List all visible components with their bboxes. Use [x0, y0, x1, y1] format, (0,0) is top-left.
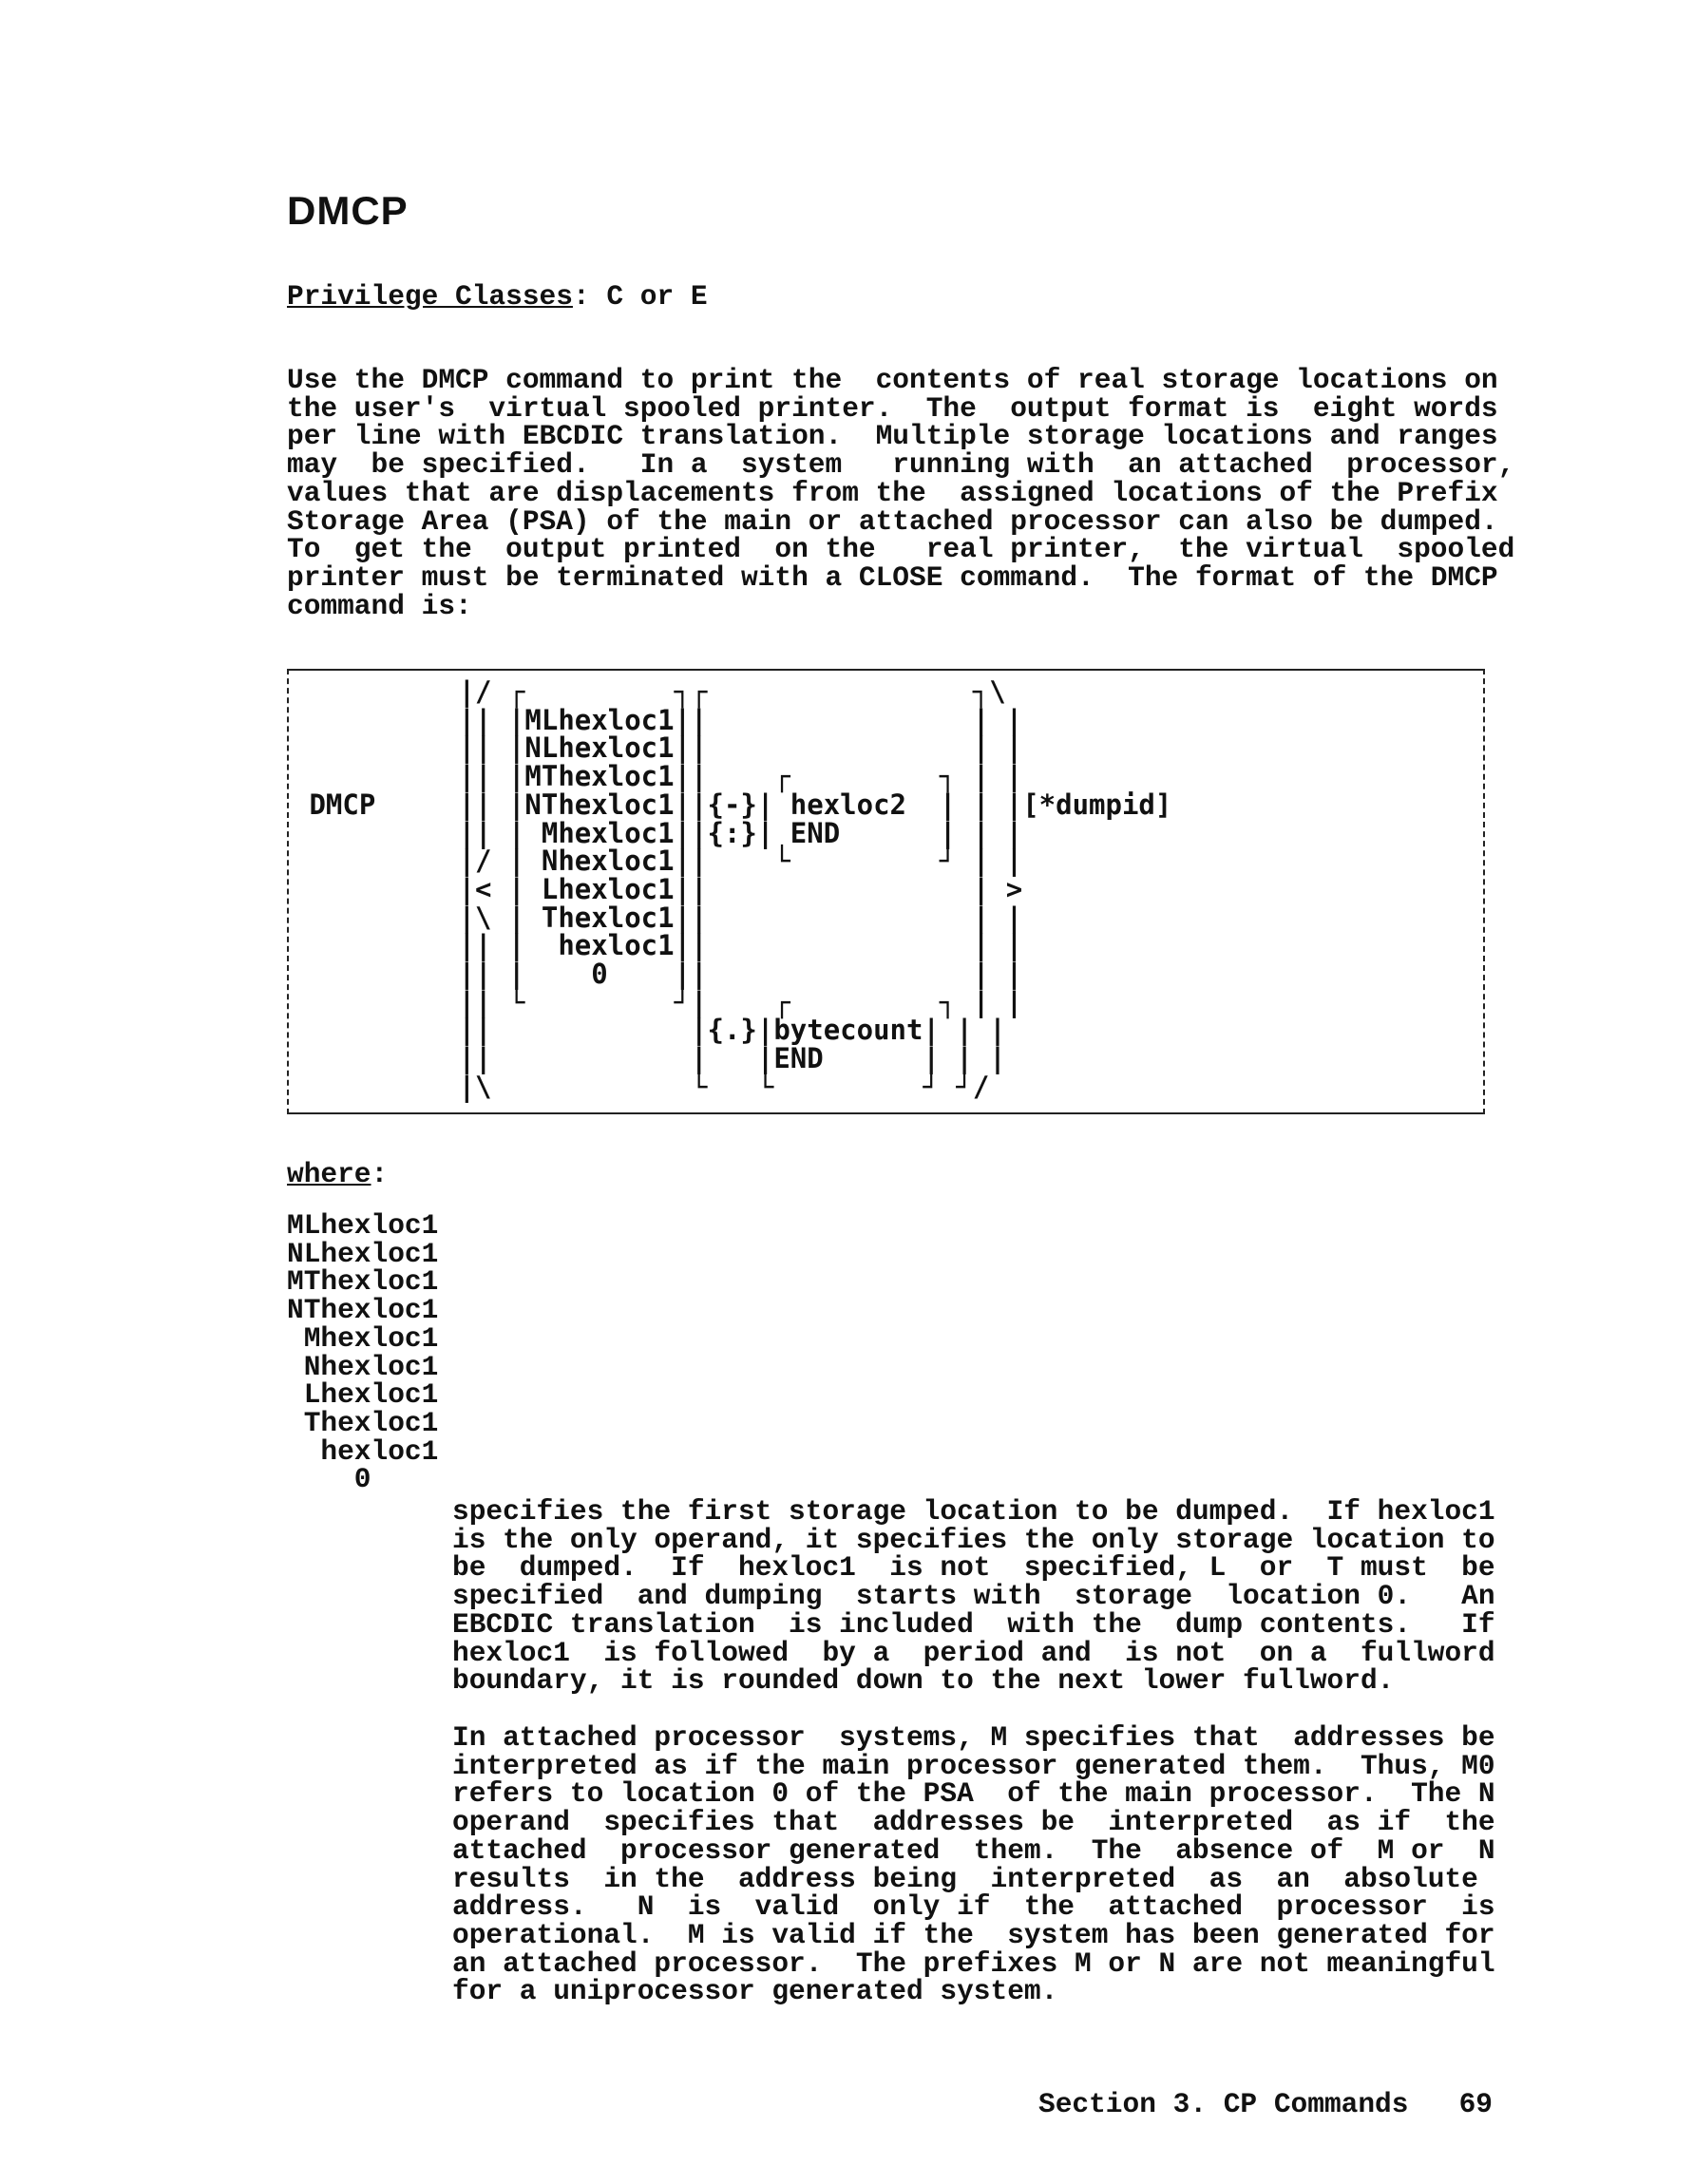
text-line: In attached processor systems, M specifies that addresses be [452, 1721, 1495, 1754]
privilege-value: : C or E [572, 280, 708, 313]
operand-name: MThexloc1 [287, 1265, 439, 1299]
text-line: specifies the first storage location to be dumped. If hexloc1 [452, 1495, 1495, 1528]
page-number: 69 [1458, 2088, 1493, 2120]
diagram-row: |< | Lhexloc1|| | > [293, 872, 1023, 905]
diagram-row: || | hexloc1|| | | [293, 929, 1023, 962]
footer-section: Section 3. CP Commands [1038, 2088, 1409, 2120]
diagram-row: || | 0 || | | [293, 958, 1023, 991]
diagram-row: || └ ┘| ┌ ┐ | | [293, 985, 1023, 1018]
diagram-row: || | |END | | | [293, 1042, 1006, 1075]
text-line: Storage Area (PSA) of the main or attached processor can also be dumped. [287, 504, 1498, 538]
diagram-row: || |MThexloc1|| ┌ ┐ | | [293, 760, 1023, 793]
text-line: Use the DMCP command to print the contents of real storage locations on [287, 364, 1498, 396]
text-line: operational. M is valid if the system has been generated for [452, 1918, 1495, 1951]
syntax-box [287, 669, 1485, 1114]
operand-name: NThexloc1 [287, 1294, 439, 1327]
text-line: command is: [287, 589, 472, 622]
operand-description [452, 1495, 1495, 1698]
operand-name: NLhexloc1 [287, 1237, 439, 1270]
text-line: specified and dumping starts with storage location 0. An [452, 1580, 1495, 1613]
text-line: operand specifies that addresses be interpreted as if the [452, 1806, 1495, 1839]
intro-paragraph [287, 364, 1515, 622]
page-footer [1038, 2088, 1493, 2120]
operand-name: MLhexloc1 [287, 1209, 439, 1242]
operand-name: hexloc1 [287, 1434, 439, 1468]
syntax-diagram [293, 675, 1172, 1103]
processor-description [452, 1721, 1495, 2008]
text-line: per line with EBCDIC translation. Multiple storage locations and ranges [287, 420, 1498, 453]
text-line: be dumped. If hexloc1 is not specified, L or T must be [452, 1551, 1495, 1585]
privilege-label: Privilege Classes [287, 280, 573, 313]
text-line: interpreted as if the main processor generated them. Thus, M0 [452, 1749, 1495, 1782]
where-label: where [287, 1158, 371, 1190]
text-line: for a uniprocessor generated system. [452, 1975, 1058, 2008]
text-line: printer must be terminated with a CLOSE command. The format of the DMCP [287, 560, 1498, 594]
text-line: hexloc1 is followed by a period and is not on a fullword [452, 1636, 1495, 1669]
where-heading [287, 1158, 389, 1190]
page-title: DMCP [287, 188, 409, 233]
text-line: the user's virtual spooled printer. The output format is eight words [287, 391, 1498, 425]
text-line: may be specified. In a system running with an attached processor, [287, 448, 1515, 482]
text-line: EBCDIC translation is included with the dump contents. If [452, 1607, 1495, 1641]
text-line: boundary, it is rounded down to the next lower fullword. [452, 1664, 1395, 1698]
text-line: address. N is valid only if the attached processor is [452, 1890, 1495, 1924]
diagram-row: || |{.}|bytecount| | | [293, 1014, 1006, 1047]
operand-name: Nhexloc1 [287, 1350, 439, 1383]
operand-name: Mhexloc1 [287, 1321, 439, 1355]
operand-list [287, 1209, 439, 1496]
text-line: values that are displacements from the assigned locations of the Prefix [287, 476, 1498, 509]
text-line: is the only operand, it specifies the only storage location to [452, 1523, 1495, 1556]
diagram-row: |\ | Thexloc1|| | | [293, 901, 1023, 934]
diagram-row: || |NLhexloc1|| | | [293, 731, 1023, 765]
operand-name: Lhexloc1 [287, 1378, 439, 1412]
diagram-row: DMCP || |NThexloc1||{-}| hexloc2 | | |[*dumpid] [293, 788, 1172, 821]
operand-name: Thexloc1 [287, 1406, 439, 1439]
text-line: attached processor generated them. The absence of M or N [452, 1833, 1495, 1867]
text-line: an attached processor. The prefixes M or N are not meaningful [452, 1947, 1495, 1980]
diagram-row: |\ └ └ ┘ ┘/ [293, 1070, 990, 1103]
text-line: To get the output printed on the real printer, the virtual spooled [287, 533, 1515, 566]
text-line: refers to location 0 of the PSA of the main processor. The N [452, 1777, 1495, 1811]
operand-name: 0 [287, 1463, 371, 1496]
where-colon: : [371, 1158, 389, 1190]
diagram-row: |/ | Nhexloc1|| └ ┘ | | [293, 845, 1023, 878]
diagram-row: || |MLhexloc1|| | | [293, 703, 1023, 736]
text-line: results in the address being interpreted as an absolute [452, 1862, 1478, 1895]
privilege-line [287, 280, 708, 313]
diagram-row: |/ ┌ ┐┌ ┐\ [293, 675, 1006, 708]
diagram-row: || | Mhexloc1||{:}| END | | | [293, 816, 1023, 849]
